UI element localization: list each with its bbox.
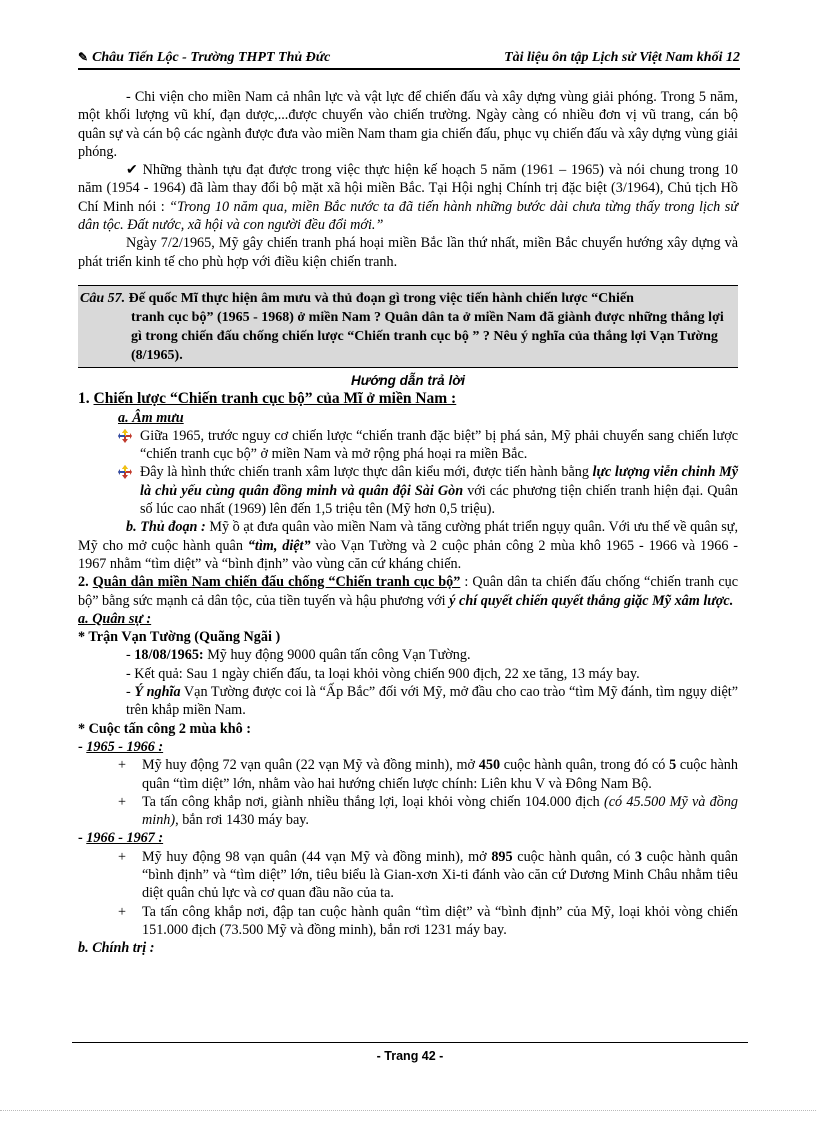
- question-box: [78, 285, 738, 368]
- page-content: [78, 88, 738, 957]
- section-1-heading: [78, 390, 738, 408]
- list-item: - Ý nghĩa Vạn Tường được coi là “Ấp Bắc” đối với Mỹ, mở đầu cho cao trào “tìm Mỹ đánh, tìm ngụy diệt” trên khắp miền Nam.: [126, 684, 739, 719]
- question-number: Câu 57.: [80, 290, 126, 306]
- significance-label: Ý nghĩa: [134, 684, 181, 701]
- pen-icon: ✎: [78, 50, 89, 64]
- tactics-text-c: vào Vạn Tường và 2 cuộc phản công 2 mùa khô 1965 - 1966 và 1966 - 1967 nhằm “tìm diệt” và “bình định” vào vùng căn cứ kháng chiến.: [78, 537, 739, 572]
- question-first-line: [80, 289, 734, 308]
- section-2-title: Quân dân miền Nam chiến đấu chống “Chiến tranh cục bộ”: [92, 574, 461, 591]
- page-footer: [72, 1042, 748, 1063]
- list-item: - Kết quả: Sau 1 ngày chiến đấu, ta loại khỏi vòng chiến 900 địch, 22 xe tăng, 13 máy bay.: [126, 665, 640, 682]
- y1p1-a: Mỹ huy động 72 vạn quân (22 vạn Mỹ và đồng minh), mở: [142, 757, 479, 774]
- significance-text: Vạn Tường được coi là “Ấp Bắc” đối với Mỹ, mở đầu cho cao trào “tìm Mỹ đánh, tìm ngụy diệt” trên khắp miền Nam.: [126, 684, 739, 719]
- ho-chi-minh-quote: “Trong 10 năm qua, miền Bắc nước ta đã tiến hành những bước dài chưa từng thấy trong lịch sử dân tộc. Đất nước, xã hội và con người đều đổi mới.”: [78, 198, 738, 234]
- van-tuong-title: * Trận Vạn Tường (Quãng Ngãi ): [78, 629, 281, 646]
- list-item: [118, 427, 738, 464]
- y1p1-b: cuộc hành quân, trong đó có: [500, 757, 670, 774]
- section-2-emphasis: ý chí quyết chiến quyết thắng giặc Mỹ xâm lược.: [449, 592, 734, 609]
- a-plot-label: a. Âm mưu: [118, 409, 184, 426]
- list-item: [118, 793, 738, 830]
- header-right: Tài liệu ôn tập Lịch sử Việt Nam khối 12: [504, 50, 740, 65]
- section-1-title: Chiến lược “Chiến tranh cục bộ” của Mĩ ở miền Nam :: [93, 390, 457, 408]
- answer-guide-heading: Hướng dẫn trả lời: [350, 372, 466, 388]
- page-divider: [0, 1110, 816, 1111]
- list-item: [118, 903, 738, 940]
- year-1965-1966-heading: - 1965 - 1966 :: [78, 738, 164, 755]
- y1p1-n2: 5: [669, 757, 677, 774]
- y2p1-a: Mỹ huy động 98 vạn quân (44 vạn Mỹ và đồng minh), mở: [142, 848, 492, 865]
- intro-p2-text: Những thành tựu đạt được trong việc thực hiện kế hoạch 5 năm (1961 – 1965) và nói chung trong 10 năm (1954 - 1964) đã làm thay đổi bộ mặt xã hội miền Bắc. Tại Hội nghị Chính trị đặc biệt (3/1964), Chủ tịch Hồ Chí Minh nói :: [78, 162, 739, 215]
- y2p1-n2: 3: [634, 848, 642, 865]
- question-first-text: Đế quốc Mĩ thực hiện âm mưu và thủ đoạn gì trong việc tiến hành chiến lược “Chiến: [128, 290, 634, 306]
- page-header: [78, 48, 740, 70]
- list-item: [118, 463, 738, 518]
- tactics-text-a: Mỹ ồ ạt đưa quân vào miền Nam và tăng cường phát triển ngụy quân. Với ưu thế về quân sự, Mỹ cho mở cuộc hành quân: [78, 519, 739, 554]
- y1-point-2: [142, 793, 738, 830]
- y2p1-b: cuộc hành quân, có: [512, 848, 635, 865]
- tactics-paragraph: [78, 518, 738, 573]
- y1p1-c: cuộc hành quân “tìm diệt” lớn, nhằm vào hai hướng chiến lược chính: Liên khu V và Đông Nam Bộ.: [142, 757, 738, 792]
- intro-paragraph-3: Ngày 7/2/1965, Mỹ gây chiến tranh phá hoại miền Bắc lần thứ nhất, miền Bắc chuyển hướng xây dựng và phát triển kinh tế cho phù hợp với điều kiện chiến tranh.: [78, 235, 738, 270]
- y1-point-1: [142, 756, 738, 793]
- intro-paragraph-2: [78, 161, 738, 234]
- list-item: [118, 848, 738, 903]
- year-1965-1966-label: 1965 - 1966 :: [86, 738, 164, 755]
- check-icon: ✔: [126, 162, 138, 179]
- section-1-number: 1.: [78, 390, 90, 408]
- y2-point-2: Ta tấn công khắp nơi, đập tan cuộc hành quân “tìm diệt” và “bình định” của Mỹ, loại khỏi vòng chiến 151.000 địch (73.500 Mỹ và đồng minh), bắn rơi 1231 máy bay.: [142, 903, 738, 938]
- intro-paragraph-1: - Chi viện cho miền Nam cả nhân lực và vật lực để chiến đấu và xây dựng vùng giải phóng. Trong 5 năm, một khối lượng vũ khí, đạn dược,...được chuyển vào chiến trường. Ngày càng có nhiều đơn vị vũ trang, cán bộ quân sự và cán bộ các ngành được đưa vào miền Nam tham gia chiến đấu, phục vụ chiến đấu và xây dựng vùng giải phóng.: [78, 89, 738, 160]
- b-tactics-label: b. Thủ đoạn :: [126, 519, 206, 536]
- list-item: [118, 756, 738, 793]
- page-number: - Trang 42 -: [376, 1049, 444, 1063]
- list-item: - 18/08/1965: Mỹ huy động 9000 quân tấn công Vạn Tường.: [126, 647, 471, 664]
- y2p1-n1: 895: [491, 848, 513, 865]
- y1p2-c: , bắn rơi 1430 máy bay.: [175, 812, 309, 829]
- section-2-number: 2.: [78, 574, 89, 591]
- van-tuong-date: 18/08/1965:: [134, 647, 204, 664]
- plus-marker: +: [118, 757, 127, 774]
- header-left: [78, 50, 330, 66]
- plus-marker: +: [118, 793, 127, 810]
- plot-bullet-1: Giữa 1965, trước nguy cơ chiến lược “chiến tranh đặc biệt” bị phá sản, Mỹ phải chuyển sang chiến lược “chiến tranh cục bộ” ở miền Nam và mở rộng phá hoại ra miền Bắc.: [140, 427, 738, 463]
- a-military-label: a. Quân sự :: [78, 610, 152, 627]
- plot-bullet-2: [140, 463, 738, 518]
- year-1966-1967-label: 1966 - 1967 :: [86, 830, 164, 847]
- colored-arrow-icon: [118, 427, 140, 464]
- y1p1-n1: 450: [478, 757, 501, 774]
- dry-season-title: * Cuộc tấn công 2 mùa khô :: [78, 720, 252, 737]
- y1p2-b: (có 45.500 Mỹ và đồng minh): [142, 793, 739, 829]
- section-2-paragraph: [78, 573, 738, 610]
- bullet2-text-c: với các phương tiện chiến tranh hiện đại. Quân số lúc cao nhất (1969) lên đến 1,5 triệu tên (Mỹ hơn 0,5 triệu).: [140, 482, 738, 518]
- van-tuong-date-text: Mỹ huy động 9000 quân tấn công Vạn Tường.: [203, 647, 471, 664]
- year-1966-1967-heading: - 1966 - 1967 :: [78, 830, 164, 847]
- y2-point-1: [142, 848, 738, 903]
- bullet2-text-a: Đây là hình thức chiến tranh xâm lược thực dân kiểu mới, được tiến hành bằng: [140, 464, 593, 481]
- section-2-text: : Quân dân ta chiến đấu chống “chiến tranh cục bộ” bằng sức mạnh cả dân tộc, của tiền tuyến và hậu phương với: [78, 574, 739, 609]
- tactics-emphasis: “tìm, diệt”: [247, 537, 311, 554]
- y1p2-a: Ta tấn công khắp nơi, giành nhiều thắng lợi, loại khỏi vòng chiến 104.000 địch: [142, 793, 604, 810]
- b-politics-label: b. Chính trị :: [78, 940, 155, 957]
- plus-marker: +: [118, 903, 127, 920]
- bullet2-emphasis: lực lượng viễn chinh Mỹ là chủ yếu cùng quân đồng minh và quân đội Sài Gòn: [140, 464, 739, 499]
- plus-marker: +: [118, 848, 127, 865]
- header-left-text: Châu Tiến Lộc - Trường THPT Thủ Đức: [92, 50, 331, 65]
- y2p1-c: cuộc hành quân “bình định” và “tìm diệt” lớn, tiêu biểu là Gian-xơn Xi-ti đánh vào căn cứ Dương Minh Châu nhằm tiêu diệt quân chủ lực và cơ quan đầu não của ta.: [142, 848, 738, 902]
- question-rest: tranh cục bộ” (1965 - 1968) ở miền Nam ? Quân dân ta ở miền Nam đã giành được những thắng lợi gì trong chiến đấu chống chiến lược “Chiến tranh cục bộ ” ? Nêu ý nghĩa của thắng lợi Vạn Tường (8/1965).: [131, 309, 724, 363]
- colored-arrow-icon: [118, 463, 140, 518]
